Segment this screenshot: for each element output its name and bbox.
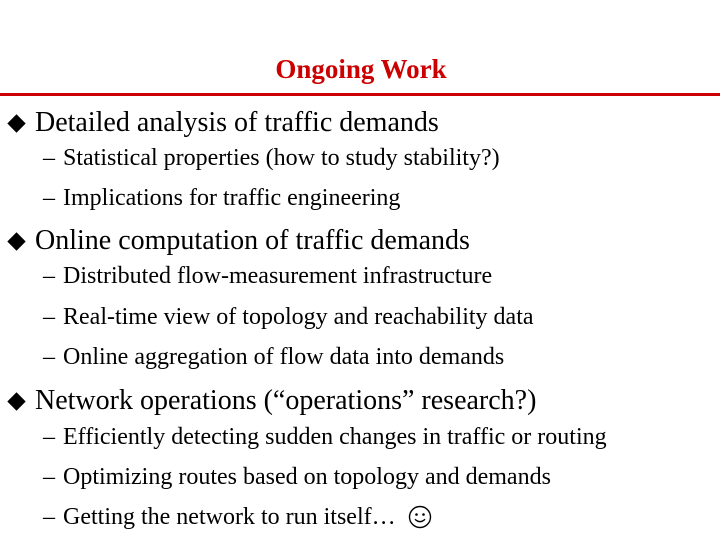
diamond-bullet-icon — [7, 114, 25, 132]
dash-bullet: – — [43, 343, 55, 370]
sub-item — [43, 422, 607, 452]
sub-item-text: Implications for traffic engineering — [63, 184, 401, 211]
sub-item — [43, 502, 432, 532]
smiley-face-icon — [408, 505, 432, 529]
sub-item-text: Optimizing routes based on topology and demands — [63, 463, 551, 490]
dash-bullet: – — [43, 262, 55, 289]
slide-title: Ongoing Work — [275, 54, 447, 84]
sub-item-text: Real-time view of topology and reachability data — [63, 303, 534, 330]
bullet-text: Detailed analysis of traffic demands — [35, 107, 439, 138]
title-divider — [0, 93, 720, 96]
dash-bullet: – — [43, 503, 55, 530]
sub-item — [43, 183, 400, 213]
diamond-bullet-icon — [7, 232, 25, 250]
sub-item — [43, 143, 500, 173]
sub-item-text: Efficiently detecting sudden changes in traffic or routing — [63, 423, 607, 450]
diamond-bullet-icon — [7, 392, 25, 410]
sub-item — [43, 302, 534, 332]
bullet-text: Online computation of traffic demands — [35, 225, 470, 256]
dash-bullet: – — [43, 423, 55, 450]
bullet-item — [6, 224, 470, 258]
sub-item — [43, 261, 492, 291]
bullet-text: Network operations (“operations” research?) — [35, 385, 537, 416]
dash-bullet: – — [43, 463, 55, 490]
sub-item-text: Online aggregation of flow data into demands — [63, 343, 505, 370]
bullet-item — [6, 384, 536, 418]
sub-item-text: Getting the network to run itself… — [63, 503, 396, 530]
sub-item — [43, 342, 504, 372]
dash-bullet: – — [43, 303, 55, 330]
sub-item-text: Distributed flow-measurement infrastructure — [63, 262, 493, 289]
bullet-item — [6, 106, 439, 140]
dash-bullet: – — [43, 184, 55, 211]
sub-item-text: Statistical properties (how to study stability?) — [63, 144, 500, 171]
dash-bullet: – — [43, 144, 55, 171]
sub-item — [43, 462, 551, 492]
